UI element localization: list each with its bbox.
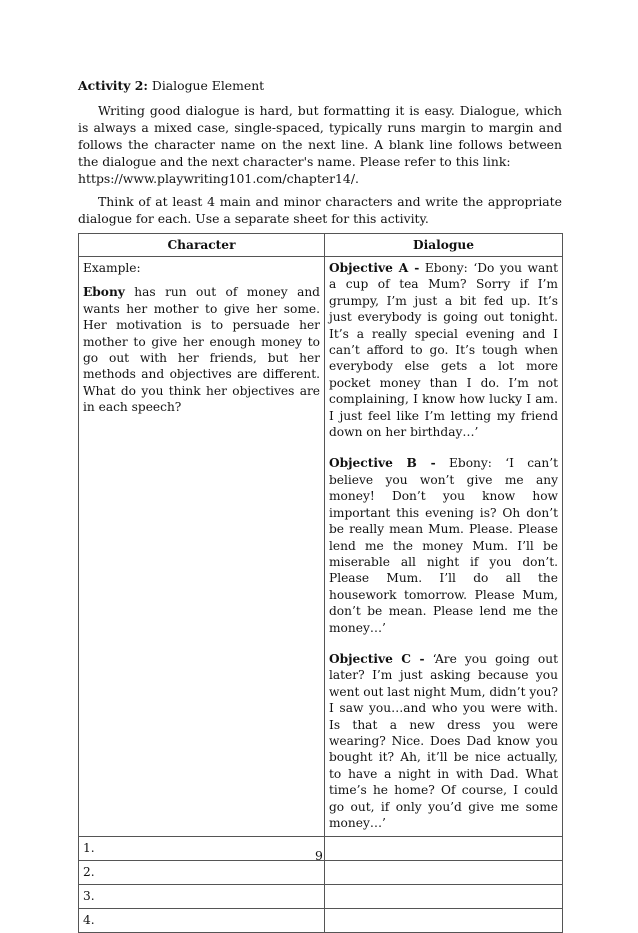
objective-b-label: Objective B - <box>329 456 436 471</box>
row-number-3: 3. <box>79 885 325 909</box>
table-header-row <box>79 234 563 257</box>
example-label: Example: <box>83 261 141 275</box>
row-number-2: 2. <box>79 861 325 885</box>
activity-title: Dialogue Element <box>151 78 265 93</box>
dialogue-blank-3[interactable] <box>325 885 563 909</box>
objective-a-label: Objective A - <box>329 261 420 275</box>
row-number-1: 1. <box>79 837 325 861</box>
dialogue-blank-2[interactable] <box>325 861 563 885</box>
document-page <box>78 78 562 933</box>
page-number: 9 <box>315 848 323 863</box>
example-character-name: Ebony <box>83 285 125 300</box>
objective-c-text: ‘Are you going out later? I’m just asking because you went out last night Mum, didn’t you? I saw you…and who you were with. Is that a new dress you were wearing? Nice. Does Dad know you bought it? Ah, it’ll be nice actually, to have a night in with Dad. What time’s he home? Of course, I could go out, if only you’d give me some money…’ <box>329 651 558 830</box>
table-row <box>79 885 563 909</box>
instruction-paragraph: Think of at least 4 main and minor characters and write the appropriate dialogue for each. Use a separate sheet for this activity. <box>78 194 562 226</box>
table-row <box>79 909 563 933</box>
dialogue-blank-4[interactable] <box>325 909 563 933</box>
activity-label: Activity 2: <box>78 78 148 93</box>
example-row <box>79 257 563 837</box>
dialogue-table <box>78 233 563 933</box>
example-dialogue-cell <box>325 257 563 837</box>
intro-link: https://www.playwriting101.com/chapter14/. <box>78 171 359 186</box>
objective-b-text: Ebony: ‘I can’t believe you won’t give me any money! Don’t you know how important this evening is? Oh don’t be really mean Mum. Please. Please lend me the money Mum. I’ll be miserable all night if you don’t. Please Mum. I’ll do all the housework tomorrow. Please Mum, don’t be mean. Please lend me the money…’ <box>329 456 558 635</box>
table-row <box>79 861 563 885</box>
intro-paragraph <box>78 102 562 187</box>
objective-a <box>329 260 558 440</box>
objective-c <box>329 651 558 831</box>
row-number-4: 4. <box>79 909 325 933</box>
example-description <box>83 284 320 415</box>
example-description-text: has run out of money and wants her mother to give her some. Her motivation is to persuade her mother to give her enough money to go out with her friends, but her methods and objectives are different. What do you think her objectives are in each speech? <box>83 285 320 415</box>
activity-heading <box>78 78 562 94</box>
example-character-cell <box>79 257 325 837</box>
objective-a-text: Ebony: ‘Do you want a cup of tea Mum? Sorry if I’m grumpy, I’m just a bit fed up. It’s just everybody is going out tonight. It’s a really special evening and I can’t afford to go. It’s tough when everybody else gets a lot more pocket money than I do. I’m not complaining, I know how lucky I am. I just feel like I’m letting my friend down on her birthday…’ <box>329 261 559 440</box>
dialogue-column-header: Dialogue <box>325 234 563 257</box>
character-column-header: Character <box>79 234 325 257</box>
objective-c-label: Objective C - <box>329 651 425 666</box>
intro-text: Writing good dialogue is hard, but formatting it is easy. Dialogue, which is always a mixed case, single-spaced, typically runs margin to margin and follows the character name on the next line. A blank line follows between the dialogue and the next character's name. Please refer to this link: <box>78 103 562 169</box>
objective-b <box>329 455 558 635</box>
